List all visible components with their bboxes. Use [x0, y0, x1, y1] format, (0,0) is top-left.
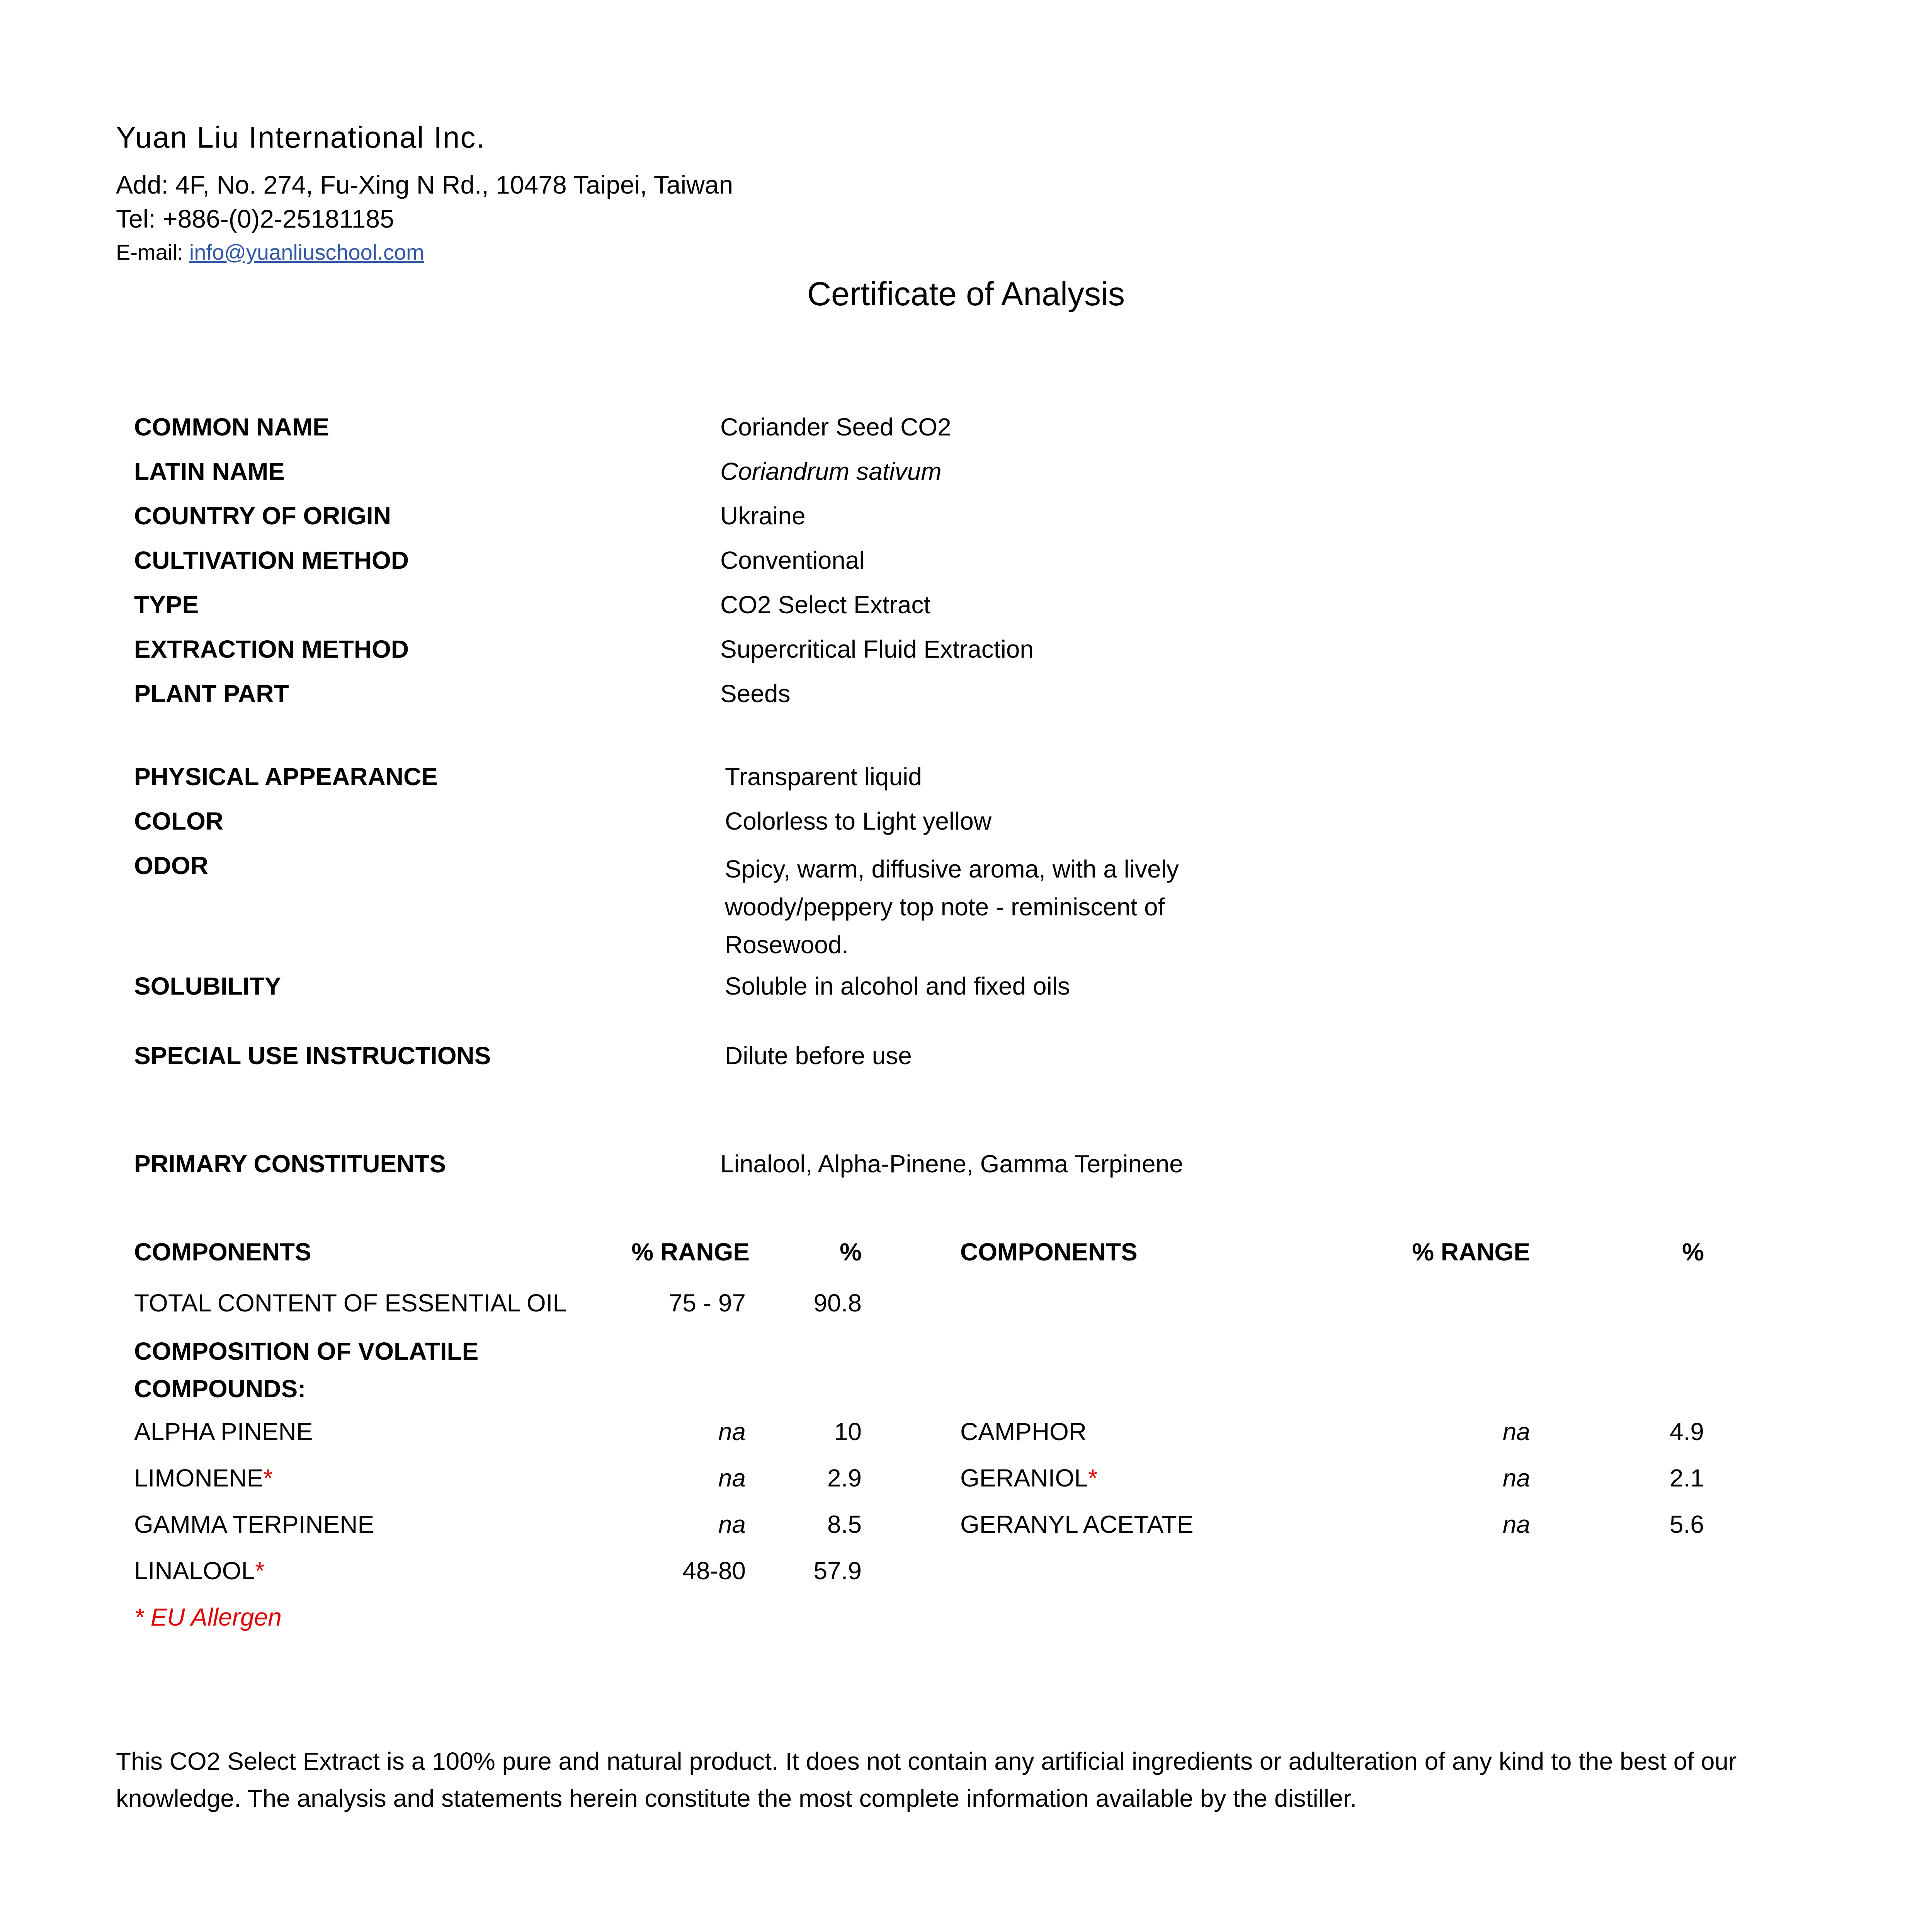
component-percent: 8.5 — [827, 1510, 862, 1538]
volatile-section-heading-2: COMPOUNDS: — [134, 1375, 306, 1403]
common-name-label: COMMON NAME — [134, 413, 329, 441]
component-percent: 57.9 — [813, 1557, 862, 1585]
component-name: GERANIOL* — [960, 1464, 1098, 1492]
component-name: CAMPHOR — [960, 1418, 1087, 1446]
component-range: na — [1502, 1418, 1530, 1446]
color-label: COLOR — [134, 807, 224, 835]
components-header-right: COMPONENTS — [960, 1238, 1138, 1266]
appearance-value: Transparent liquid — [725, 763, 922, 791]
type-value: CO2 Select Extract — [720, 591, 931, 619]
cultivation-label: CULTIVATION METHOD — [134, 546, 409, 574]
special-use-value: Dilute before use — [725, 1042, 912, 1070]
components-header-left: COMPONENTS — [134, 1238, 311, 1266]
color-value: Colorless to Light yellow — [725, 807, 992, 835]
plant-part-value: Seeds — [720, 680, 791, 707]
eu-allergen-note: * EU Allergen — [134, 1603, 282, 1631]
component-percent: 2.9 — [827, 1464, 862, 1492]
common-name-value: Coriander Seed CO2 — [720, 413, 951, 441]
company-tel: Tel: +886-(0)2-25181185 — [116, 204, 394, 233]
company-email-line — [116, 240, 424, 265]
component-range: na — [718, 1418, 746, 1446]
range-header-left: % RANGE — [631, 1238, 750, 1266]
primary-constituents-value: Linalool, Alpha-Pinene, Gamma Terpinene — [720, 1150, 1183, 1178]
special-use-label: SPECIAL USE INSTRUCTIONS — [134, 1042, 491, 1070]
cultivation-value: Conventional — [720, 546, 865, 574]
component-name: LIMONENE* — [134, 1464, 273, 1492]
total-component: TOTAL CONTENT OF ESSENTIAL OIL — [134, 1289, 567, 1317]
email-link[interactable]: info@yuanliuschool.com — [189, 240, 424, 264]
component-name: GAMMA TERPINENE — [134, 1510, 374, 1538]
range-header-right: % RANGE — [1412, 1238, 1530, 1266]
percent-header-left: % — [840, 1238, 862, 1266]
component-percent: 2.1 — [1670, 1464, 1704, 1492]
primary-constituents-label: PRIMARY CONSTITUENTS — [134, 1150, 446, 1178]
total-range: 75 - 97 — [668, 1289, 746, 1317]
extraction-value: Supercritical Fluid Extraction — [720, 635, 1034, 663]
latin-name-value: Coriandrum sativum — [720, 457, 942, 485]
component-range: na — [718, 1464, 746, 1492]
component-percent: 10 — [834, 1418, 862, 1446]
component-range: na — [1502, 1510, 1530, 1538]
appearance-label: PHYSICAL APPEARANCE — [134, 763, 438, 791]
volatile-section-heading-1: COMPOSITION OF VOLATILE — [134, 1337, 479, 1365]
company-address: Add: 4F, No. 274, Fu-Xing N Rd., 10478 Taipei, Taiwan — [116, 170, 733, 199]
company-name: Yuan Liu International Inc. — [116, 120, 485, 154]
component-percent: 4.9 — [1670, 1418, 1704, 1446]
component-name: LINALOOL* — [134, 1557, 265, 1585]
extraction-label: EXTRACTION METHOD — [134, 635, 409, 663]
solubility-label: SOLUBILITY — [134, 972, 281, 1000]
odor-label: ODOR — [134, 852, 208, 879]
page-title: Certificate of Analysis — [807, 276, 1125, 313]
country-value: Ukraine — [720, 502, 806, 530]
component-name: GERANYL ACETATE — [960, 1510, 1194, 1538]
odor-value: Spicy, warm, diffusive aroma, with a lively woody/peppery top note - reminiscent of Rosewood. — [725, 855, 1179, 959]
component-name: ALPHA PINENE — [134, 1418, 313, 1446]
type-label: TYPE — [134, 591, 199, 619]
email-label: E-mail: — [116, 240, 189, 264]
purity-statement: This CO2 Select Extract is a 100% pure and natural product. It does not contain any artificial ingredients or adulteration of any kind to the best of our knowledge. The analysis and statements herein constitute the most complete information available by the distiller. — [116, 1747, 1737, 1812]
component-range: na — [1502, 1464, 1530, 1492]
solubility-value: Soluble in alcohol and fixed oils — [725, 972, 1070, 1000]
component-percent: 5.6 — [1670, 1510, 1704, 1538]
total-percent: 90.8 — [813, 1289, 862, 1317]
component-range: 48-80 — [682, 1557, 746, 1585]
plant-part-label: PLANT PART — [134, 680, 289, 707]
country-label: COUNTRY OF ORIGIN — [134, 502, 391, 530]
component-range: na — [718, 1510, 746, 1538]
percent-header-right: % — [1682, 1238, 1704, 1266]
latin-name-label: LATIN NAME — [134, 457, 285, 485]
